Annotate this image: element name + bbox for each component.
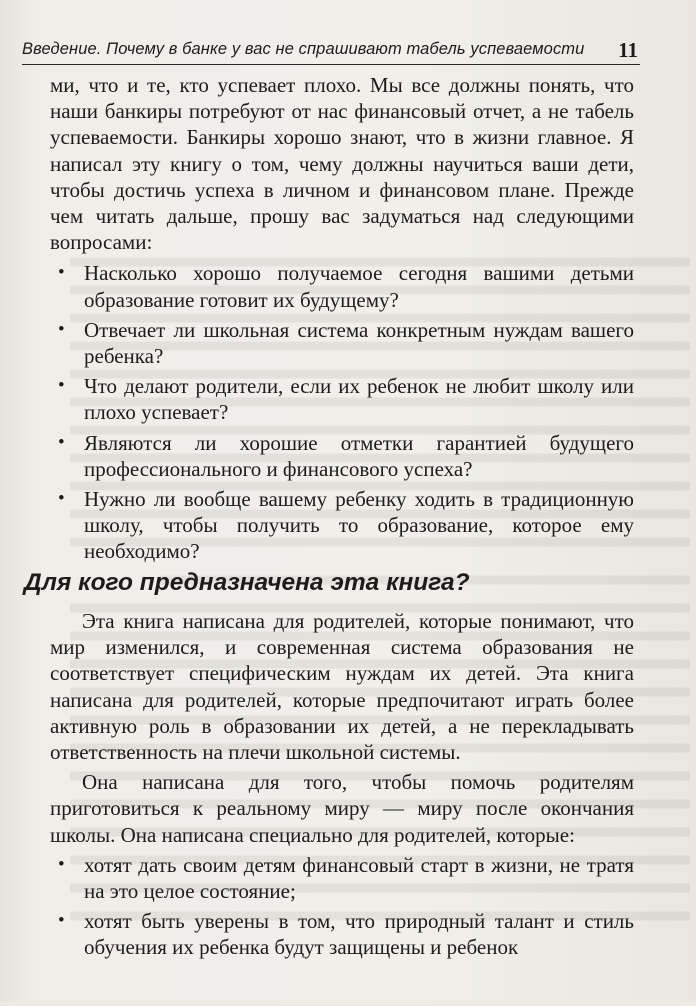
section-heading: Для кого предназначена эта книга? (24, 569, 470, 596)
top-paragraph: ми, что и те, кто успевает плохо. Мы все должны понять, что наши банкиры потребуют от нас финансовый отчет, а не табель успеваемости. Банкиры хорошо знают, что в жизни главное. Я написал эту книгу о том, чему должны научиться ваши дети, чтобы достичь успеха в личном и финансовом плане. Прежде чем читать дальше, прошу вас задуматься над следующими вопросами: (50, 73, 634, 255)
section-block (50, 608, 634, 965)
list-item (50, 908, 634, 960)
bullet-icon: • (58, 431, 65, 453)
intro-block (50, 72, 634, 569)
parent-bullet-text: хотят дать своим детям финансовый старт в жизни, не тратя на это целое состояние; (84, 852, 634, 904)
list-item (50, 373, 634, 425)
section-paragraph: Она написана для того, чтобы помочь родителям приготовиться к реальному миру — миру после окончания школы. Она написана специально для родителей, которые: (50, 770, 634, 847)
list-item (50, 852, 634, 904)
section-paragraph: Эта книга написана для родителей, которые понимают, что мир изменился, и современная система образования не соответствует специфическим нуждам их детей. Эта книга написана для родителей, которые предпочитают играть более активную роль в образовании их детей, а не перекладывать ответственность на плечи школьной системы. (50, 609, 634, 765)
bullet-icon: • (58, 853, 65, 875)
parent-bullet-text: хотят быть уверены в том, что природный талант и стиль обучения их ребенка будут защищены и ребенок (84, 909, 634, 960)
question-text: Что делают родители, если их ребенок не любит школу или плохо успевает? (84, 374, 634, 425)
running-header-title: Введение. Почему в банке у вас не спрашивают табель успеваемости (22, 40, 585, 58)
bullet-icon: • (58, 318, 65, 340)
list-item (50, 317, 634, 369)
question-text: Являются ли хорошие отметки гарантией будущего профессионального и финансового успеха? (84, 430, 634, 481)
running-header (22, 38, 640, 65)
question-text: Насколько хорошо получаемое сегодня вашими детьми образование готовит их будущему? (84, 261, 634, 312)
bullet-icon: • (58, 910, 65, 932)
bullet-icon: • (58, 488, 65, 510)
question-text: Нужно ли вообще вашему ребенку ходить в традиционную школу, чтобы получить то образование, которое ему необходимо? (84, 487, 634, 564)
list-item (50, 430, 634, 482)
parent-bullet-list (50, 852, 634, 961)
list-item (50, 486, 634, 565)
question-text: Отвечает ли школьная система конкретным нуждам вашего ребенка? (84, 317, 634, 369)
bullet-icon: • (58, 262, 65, 284)
questions-list (50, 260, 634, 564)
bullet-icon: • (58, 375, 65, 397)
page-number: 11 (618, 38, 638, 62)
list-item (50, 260, 634, 312)
